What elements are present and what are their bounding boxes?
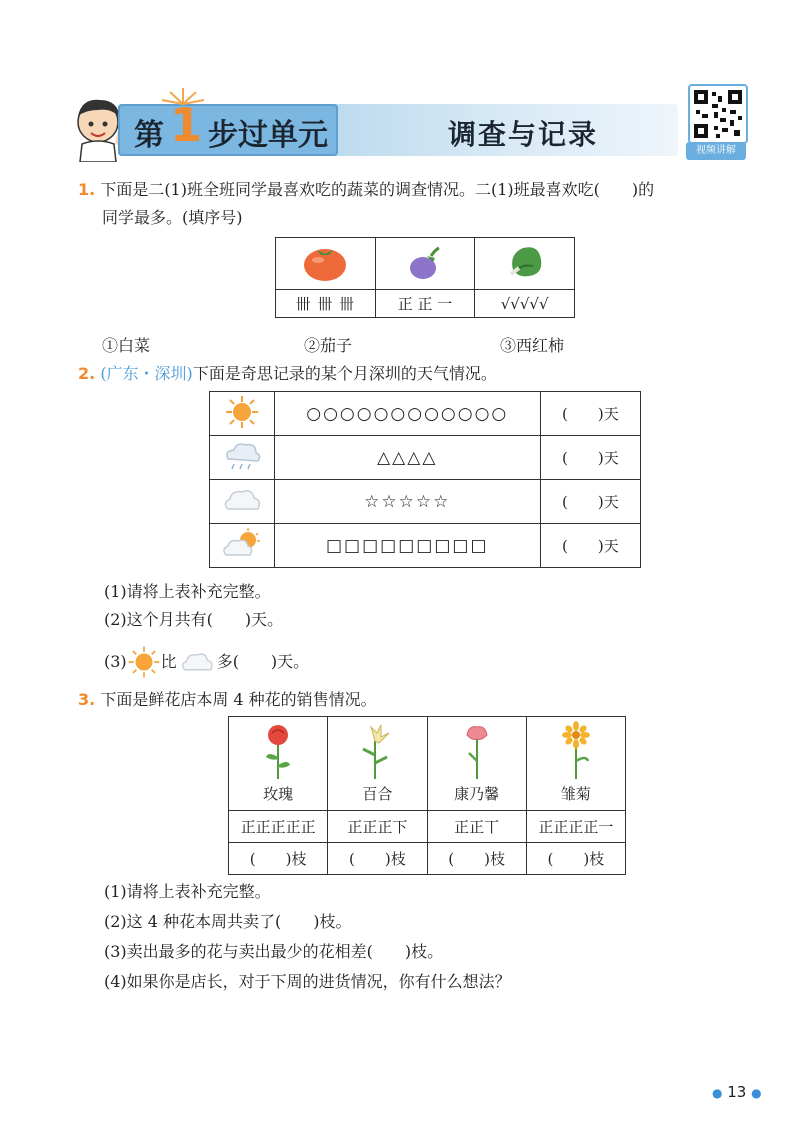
q2-sub1: (1)请将上表补充完整。 (104, 582, 271, 601)
q3-tally-1: 正正正正正 (229, 811, 328, 843)
q1-option-2: ②茄子 (304, 336, 353, 355)
q2-blank-sun[interactable]: ( )天 (540, 392, 640, 436)
q1-text-line1: 下面是二(1)班全班同学最喜欢吃的蔬菜的调查情况。二(1)班最喜欢吃( )的 (100, 180, 655, 199)
dot-icon: ● (751, 1086, 762, 1100)
q3-flower-name-3: 康乃馨 (454, 785, 500, 803)
dot-icon: ● (712, 1086, 723, 1100)
q2-text: 下面是奇思记录的某个月深圳的天气情况。 (192, 364, 497, 383)
q2-marks-rain: △△△△ (274, 436, 540, 480)
q1-cell-eggplant (375, 238, 475, 290)
partly-sunny-icon (220, 527, 264, 561)
cabbage-icon (503, 240, 547, 284)
q2-header (78, 362, 497, 386)
qr-code[interactable] (688, 84, 748, 144)
q3-sub2: (2)这 4 种花本周共卖了( )枝。 (104, 912, 352, 931)
q2-row-sun-icon-cell (210, 392, 275, 436)
q1-tally-cabbage: √√√√√ (475, 290, 575, 318)
q3-tally-2: 正正正下 (328, 811, 427, 843)
page-number (712, 1083, 762, 1101)
sun-icon (127, 645, 161, 679)
q3-flower-name-2: 百合 (362, 785, 393, 803)
q3-tally-4: 正正正正一 (526, 811, 625, 843)
q1-line1 (78, 178, 654, 202)
daisy-icon (556, 721, 596, 779)
page-number-value: 13 (727, 1083, 747, 1101)
q2-blank-rain[interactable]: ( )天 (540, 436, 640, 480)
section-title: 调查与记录 (448, 118, 599, 151)
q2-sub3-mid: 比 (160, 652, 177, 671)
q3-text: 下面是鲜花店本周 4 种花的销售情况。 (100, 690, 377, 709)
q2-row-cloud-icon-cell (210, 480, 275, 524)
sun-icon (222, 394, 262, 430)
rose-icon (258, 721, 298, 779)
q3-sub3: (3)卖出最多的花与卖出最少的花相差( )枝。 (104, 942, 444, 961)
q1-cell-cabbage (475, 238, 575, 290)
carnation-icon (457, 721, 497, 779)
q1-option-3: ③西红柿 (500, 336, 565, 355)
q3-blank-1[interactable]: ( )枝 (229, 843, 328, 875)
q2-sub2: (2)这个月共有( )天。 (104, 610, 284, 629)
rain-icon (220, 439, 264, 473)
q2-blank-partly-sunny[interactable]: ( )天 (540, 524, 640, 568)
q1-text-line2: 同学最多。(填序号) (102, 208, 243, 227)
q1-option-1: ①白菜 (102, 336, 151, 355)
qr-code-icon (690, 86, 746, 142)
cloud-icon (177, 649, 217, 675)
q1-tally-eggplant: 正 正 一 (375, 290, 475, 318)
q2-blank-cloud[interactable]: ( )天 (540, 480, 640, 524)
q1-tally-tomato: 卌 卌 卌 (276, 290, 376, 318)
lily-icon (357, 721, 397, 779)
q3-flower-cell-2 (328, 717, 427, 811)
q2-marks-partly-sunny: □□□□□□□□□ (274, 524, 540, 568)
q2-marks-cloud: ☆☆☆☆☆ (274, 480, 540, 524)
q3-flower-name-4: 雏菊 (560, 785, 591, 803)
q2-sub3-suffix: 多( )天。 (216, 652, 310, 671)
tomato-icon (301, 241, 349, 283)
q3-tally-3: 正正丅 (427, 811, 526, 843)
qr-label: 视频讲解 (686, 142, 746, 160)
q3-sub1: (1)请将上表补充完整。 (104, 882, 271, 901)
q3-blank-2[interactable]: ( )枝 (328, 843, 427, 875)
q1-number: 1. (78, 180, 96, 199)
q3-flower-cell-1 (229, 717, 328, 811)
unit-suffix: 步过单元 (208, 118, 328, 153)
q2-number: 2. (78, 364, 96, 383)
q2-marks-sun: ○○○○○○○○○○○○ (274, 392, 540, 436)
q2-sub3-prefix: (3) (104, 652, 127, 671)
q1-table (275, 237, 575, 318)
q3-flower-cell-3 (427, 717, 526, 811)
unit-prefix: 第 (134, 118, 164, 153)
q2-table (209, 391, 641, 568)
q2-source: (广东・深圳) (100, 364, 193, 383)
q3-flower-cell-4 (526, 717, 625, 811)
q3-header (78, 688, 377, 712)
q2-row-partly-sunny-icon-cell (210, 524, 275, 568)
q3-flower-name-1: 玫瑰 (263, 785, 294, 803)
cloud-icon (220, 485, 264, 515)
eggplant-icon (405, 242, 445, 282)
q3-blank-4[interactable]: ( )枝 (526, 843, 625, 875)
q1-cell-tomato (276, 238, 376, 290)
q3-table (228, 716, 626, 875)
q3-blank-3[interactable]: ( )枝 (427, 843, 526, 875)
q2-row-rain-icon-cell (210, 436, 275, 480)
q3-sub4: (4)如果你是店长，对于下周的进货情况，你有什么想法？ (104, 972, 511, 991)
q2-sub3 (104, 645, 309, 679)
unit-number: 1 (170, 98, 203, 152)
q3-number: 3. (78, 690, 96, 709)
